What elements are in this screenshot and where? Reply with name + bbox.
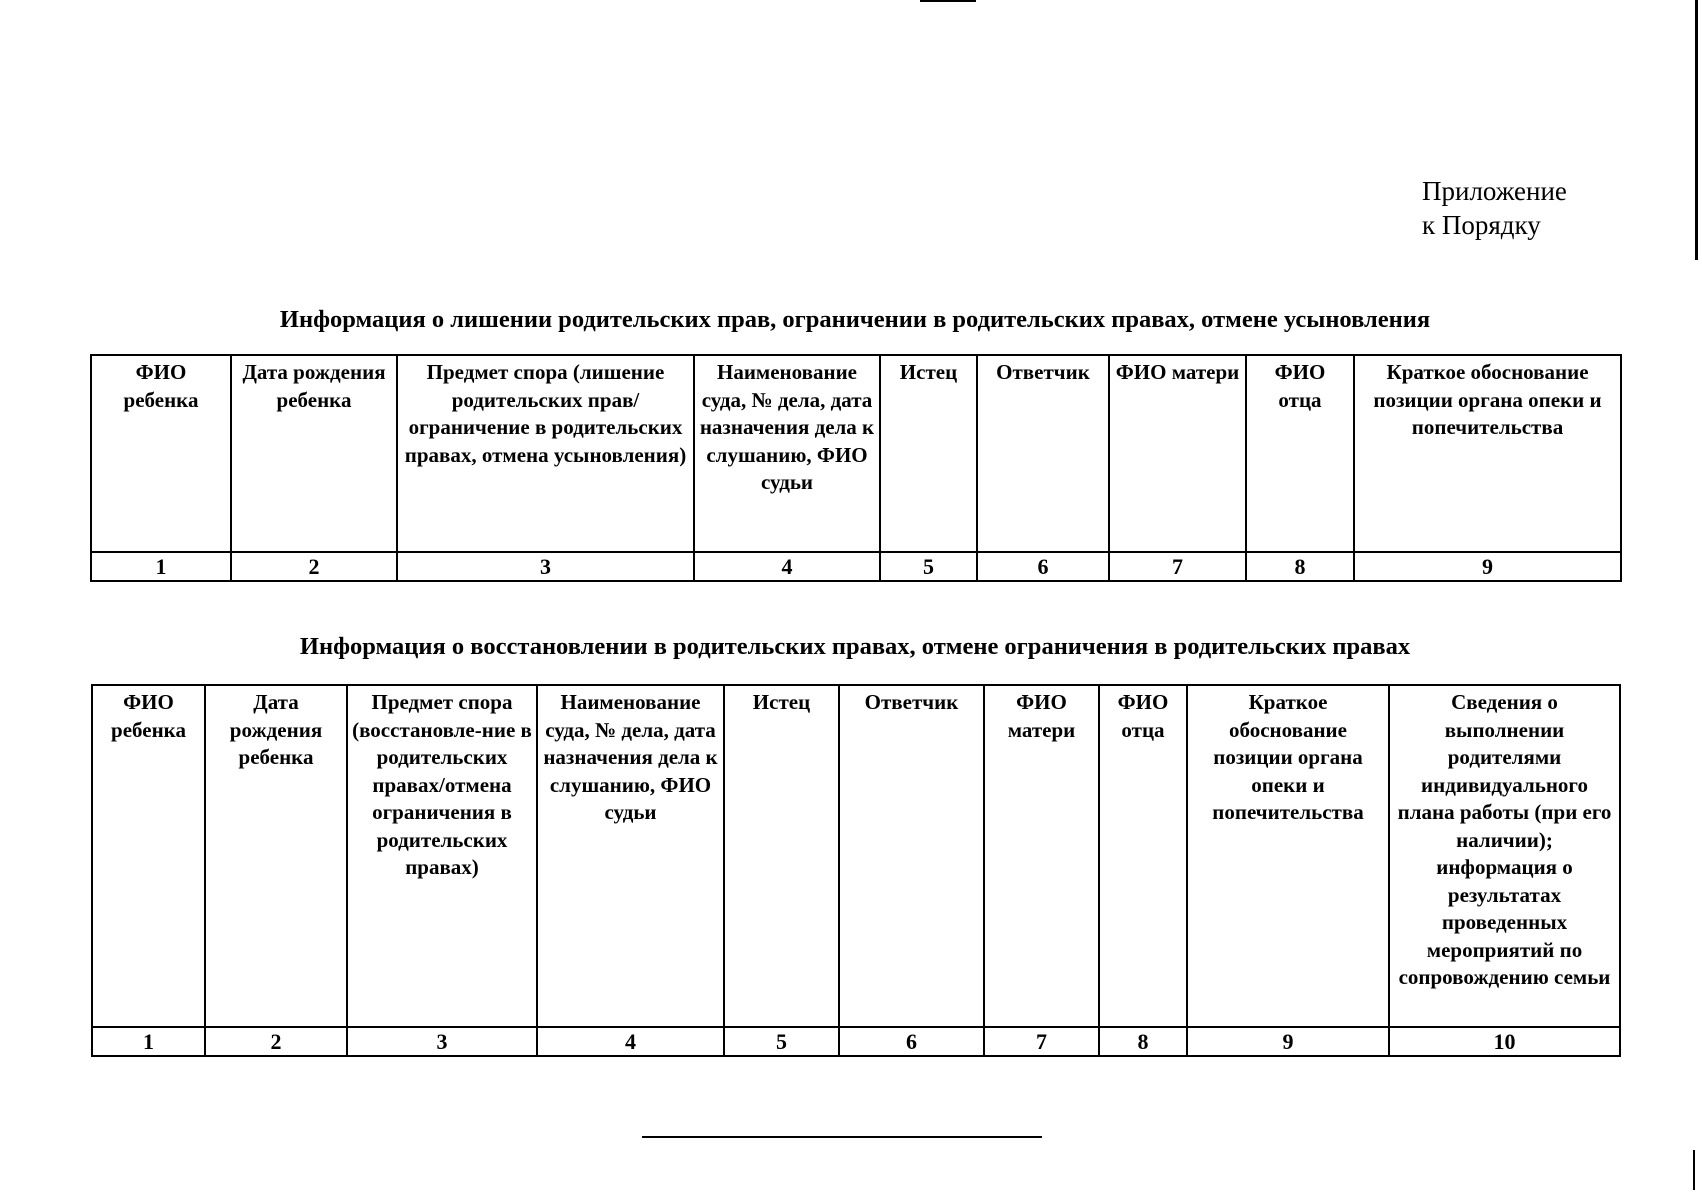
deprivation-table <box>90 354 1622 582</box>
section-1-title: Информация о лишении родительских прав, ограничении в родительских правах, отмене усыновления <box>279 306 1431 333</box>
table-1-header-cell: Ответчик <box>977 355 1109 552</box>
table-2-column-number: 8 <box>1099 1027 1187 1056</box>
closing-rule <box>642 1136 1042 1138</box>
table-2-column-number: 10 <box>1389 1027 1620 1056</box>
table-1-column-number: 9 <box>1354 552 1621 581</box>
appendix-label <box>1422 174 1567 242</box>
appendix-line-1: Приложение <box>1422 176 1567 206</box>
table-2-header-cell: Дата рождения ребенка <box>205 685 347 1027</box>
table-1-column-number: 7 <box>1109 552 1246 581</box>
table-1-column-number: 4 <box>694 552 880 581</box>
table-1-header-cell: ФИО отца <box>1246 355 1354 552</box>
table-1-header-row <box>91 355 1621 552</box>
table-2-number-row <box>92 1027 1620 1056</box>
appendix-line-2: к Порядку <box>1422 210 1541 240</box>
table-2-column-number: 6 <box>839 1027 984 1056</box>
table-2-column-number: 9 <box>1187 1027 1389 1056</box>
table-1-column-number: 5 <box>880 552 977 581</box>
table-2-column-number: 1 <box>92 1027 205 1056</box>
table-1-column-number: 6 <box>977 552 1109 581</box>
table-1-number-row <box>91 552 1621 581</box>
scan-mark-top <box>920 0 976 2</box>
scan-mark-right-bottom <box>1693 1150 1695 1190</box>
table-1-column-number: 3 <box>397 552 694 581</box>
table-2-header-cell: Наименование суда, № дела, дата назначения дела к слушанию, ФИО судьи <box>537 685 724 1027</box>
restoration-table <box>91 684 1621 1057</box>
table-2-header-cell: ФИО ребенка <box>92 685 205 1027</box>
table-2-header-cell: ФИО матери <box>984 685 1099 1027</box>
table-2-header-cell: Предмет спора (восстановле-ние в родительских правах/отмена ограничения в родительских правах) <box>347 685 537 1027</box>
table-1-header-cell: Наименование суда, № дела, дата назначения дела к слушанию, ФИО судьи <box>694 355 880 552</box>
table-1-header-cell: Предмет спора (лишение родительских прав/ограничение в родительских правах, отмена усыновления) <box>397 355 694 552</box>
table-2-header-cell: ФИО отца <box>1099 685 1187 1027</box>
table-2-column-number: 5 <box>724 1027 839 1056</box>
table-2-header-row <box>92 685 1620 1027</box>
table-1-header-cell: ФИО ребенка <box>91 355 231 552</box>
scan-mark-right <box>1695 0 1698 260</box>
table-2-column-number: 7 <box>984 1027 1099 1056</box>
section-2-title: Информация о восстановлении в родительских правах, отмене ограничения в родительских правах <box>299 633 1411 660</box>
table-2-header-cell: Сведения о выполнении родителями индивидуального плана работы (при его наличии); информация о результатах проведенных мероприятий по сопровождению семьи <box>1389 685 1620 1027</box>
table-2-header-cell: Краткое обоснование позиции органа опеки и попечительства <box>1187 685 1389 1027</box>
table-1-header-cell: Дата рождения ребенка <box>231 355 397 552</box>
table-1-header-cell: Истец <box>880 355 977 552</box>
table-2-header-cell: Истец <box>724 685 839 1027</box>
table-2-header-cell: Ответчик <box>839 685 984 1027</box>
table-2-column-number: 3 <box>347 1027 537 1056</box>
table-1-column-number: 8 <box>1246 552 1354 581</box>
table-1-header-cell: ФИО матери <box>1109 355 1246 552</box>
table-1-column-number: 2 <box>231 552 397 581</box>
table-2-column-number: 4 <box>537 1027 724 1056</box>
table-1-header-cell: Краткое обоснование позиции органа опеки и попечительства <box>1354 355 1621 552</box>
table-2-column-number: 2 <box>205 1027 347 1056</box>
table-1-column-number: 1 <box>91 552 231 581</box>
